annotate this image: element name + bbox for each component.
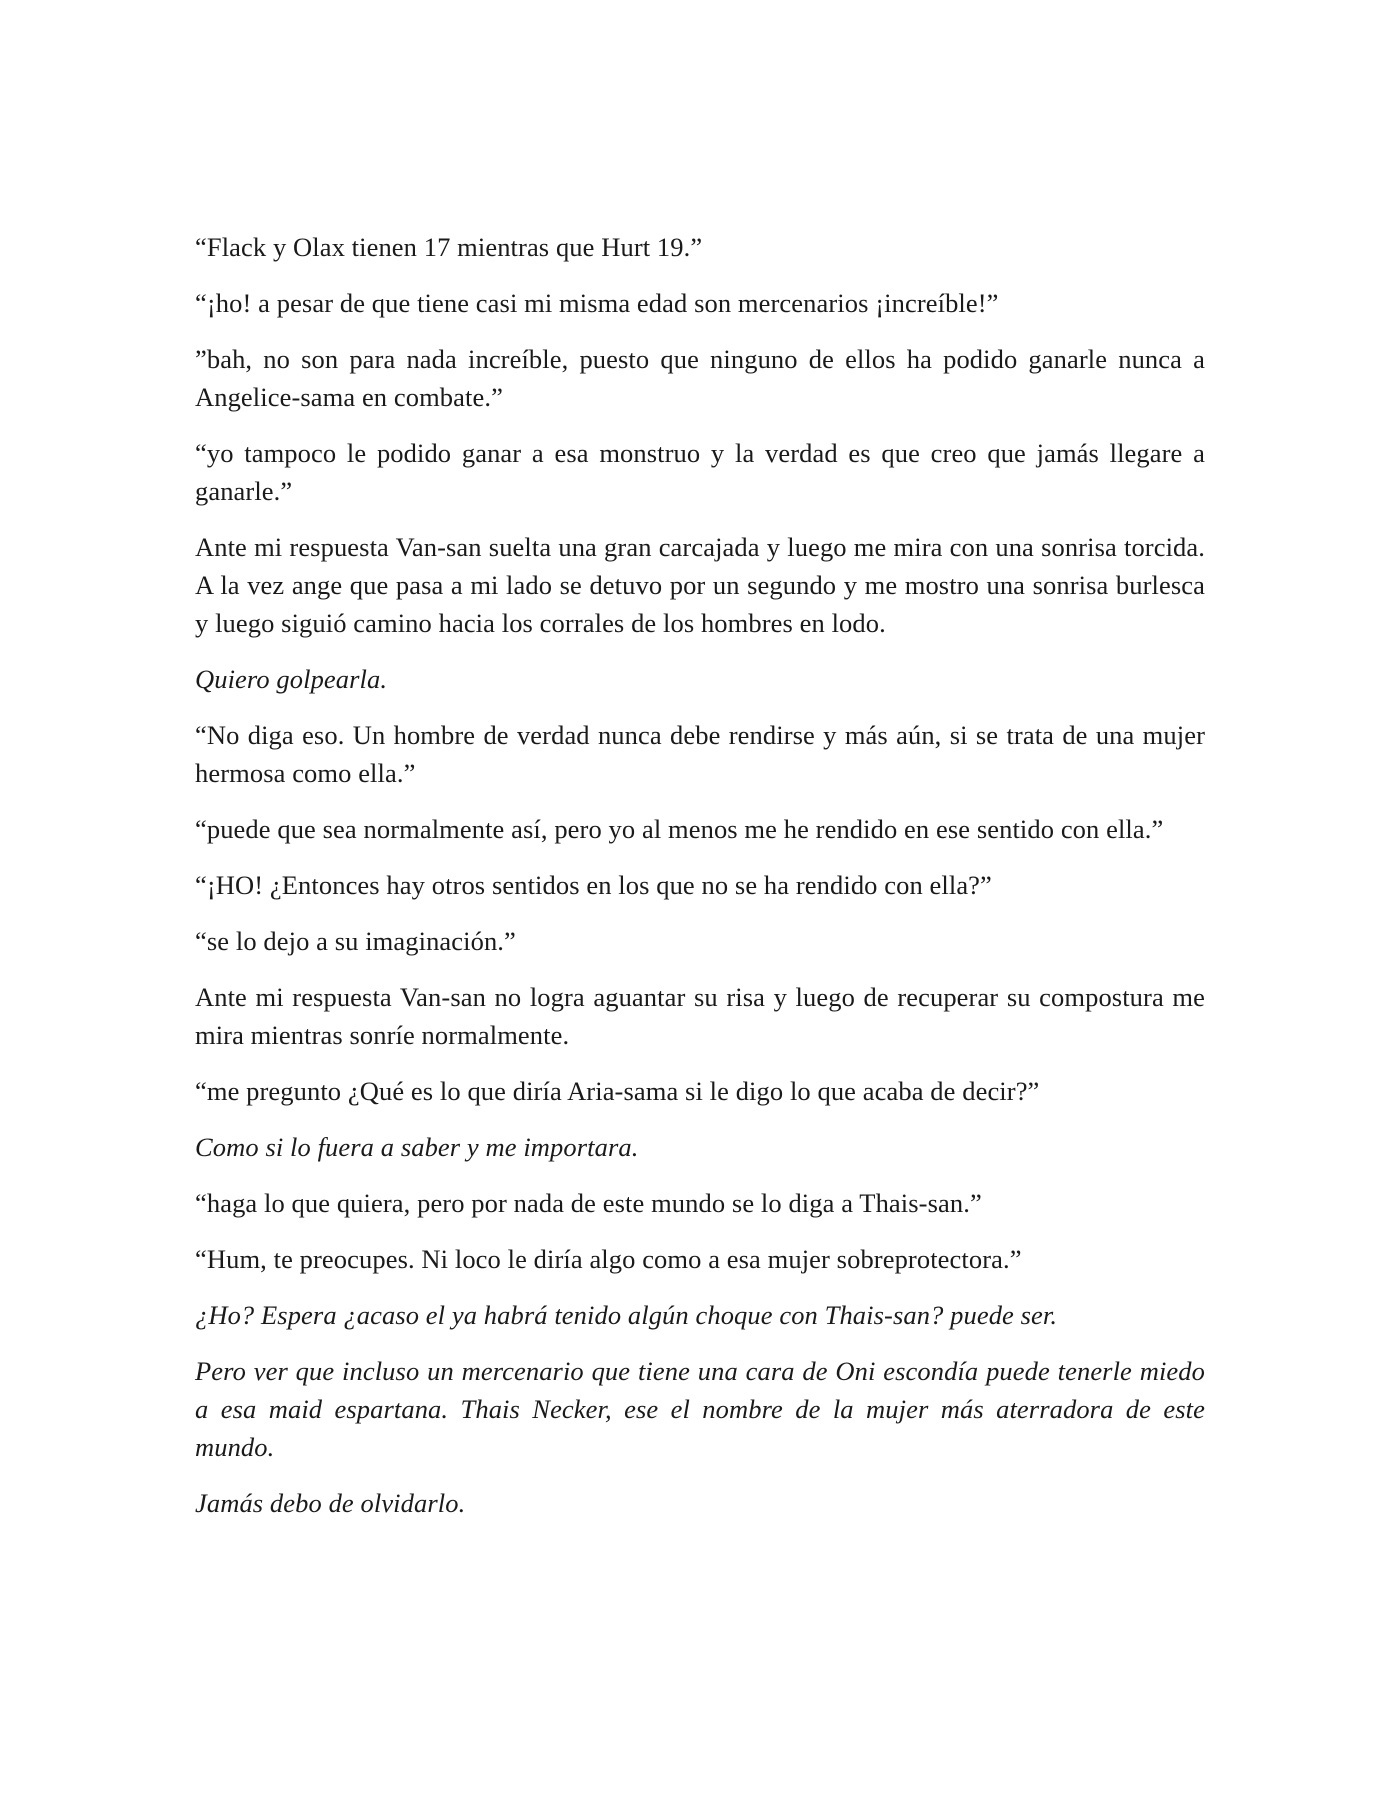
- paragraph: “yo tampoco le podido ganar a esa monstruo y la verdad es que creo que jamás llegare a ganarle.”: [195, 438, 1205, 506]
- paragraph: “haga lo que quiera, pero por nada de este mundo se lo diga a Thais-san.”: [195, 1188, 982, 1218]
- paragraph: “Hum, te preocupes. Ni loco le diría algo como a esa mujer sobreprotectora.”: [195, 1244, 1022, 1274]
- paragraph: “¡HO! ¿Entonces hay otros sentidos en los que no se ha rendido con ella?”: [195, 870, 992, 900]
- paragraph-italic: Jamás debo de olvidarlo.: [195, 1488, 466, 1518]
- paragraph-italic: ¿Ho? Espera ¿acaso el ya habrá tenido algún choque con Thais-san? puede ser.: [195, 1300, 1058, 1330]
- paragraph: “No diga eso. Un hombre de verdad nunca debe rendirse y más aún, si se trata de una mujer hermosa como ella.”: [195, 720, 1205, 788]
- document-page: [195, 228, 1205, 1540]
- paragraph-italic: Quiero golpearla.: [195, 664, 388, 694]
- paragraph-italic: Como si lo fuera a saber y me importara.: [195, 1132, 639, 1162]
- paragraph: “¡ho! a pesar de que tiene casi mi misma edad son mercenarios ¡increíble!”: [195, 288, 999, 318]
- paragraph: Ante mi respuesta Van-san no logra aguantar su risa y luego de recuperar su compostura me mira mientras sonríe normalmente.: [195, 982, 1205, 1050]
- paragraph: “Flack y Olax tienen 17 mientras que Hurt 19.”: [195, 232, 703, 262]
- paragraph: “se lo dejo a su imaginación.”: [195, 926, 516, 956]
- paragraph: ”bah, no son para nada increíble, puesto que ninguno de ellos ha podido ganarle nunca a Angelice-sama en combate.”: [195, 344, 1205, 412]
- paragraph: “me pregunto ¿Qué es lo que diría Aria-sama si le digo lo que acaba de decir?”: [195, 1076, 1040, 1106]
- paragraph-italic: Pero ver que incluso un mercenario que tiene una cara de Oni escondía puede tenerle miedo a esa maid espartana. Thais Necker, ese el nombre de la mujer más aterradora de este mundo.: [195, 1356, 1205, 1462]
- paragraph: “puede que sea normalmente así, pero yo al menos me he rendido en ese sentido con ella.”: [195, 814, 1164, 844]
- paragraph: Ante mi respuesta Van-san suelta una gran carcajada y luego me mira con una sonrisa torcida. A la vez ange que pasa a mi lado se detuvo por un segundo y me mostro una sonrisa burlesca y luego siguió camino hacia los corrales de los hombres en lodo.: [195, 532, 1205, 638]
